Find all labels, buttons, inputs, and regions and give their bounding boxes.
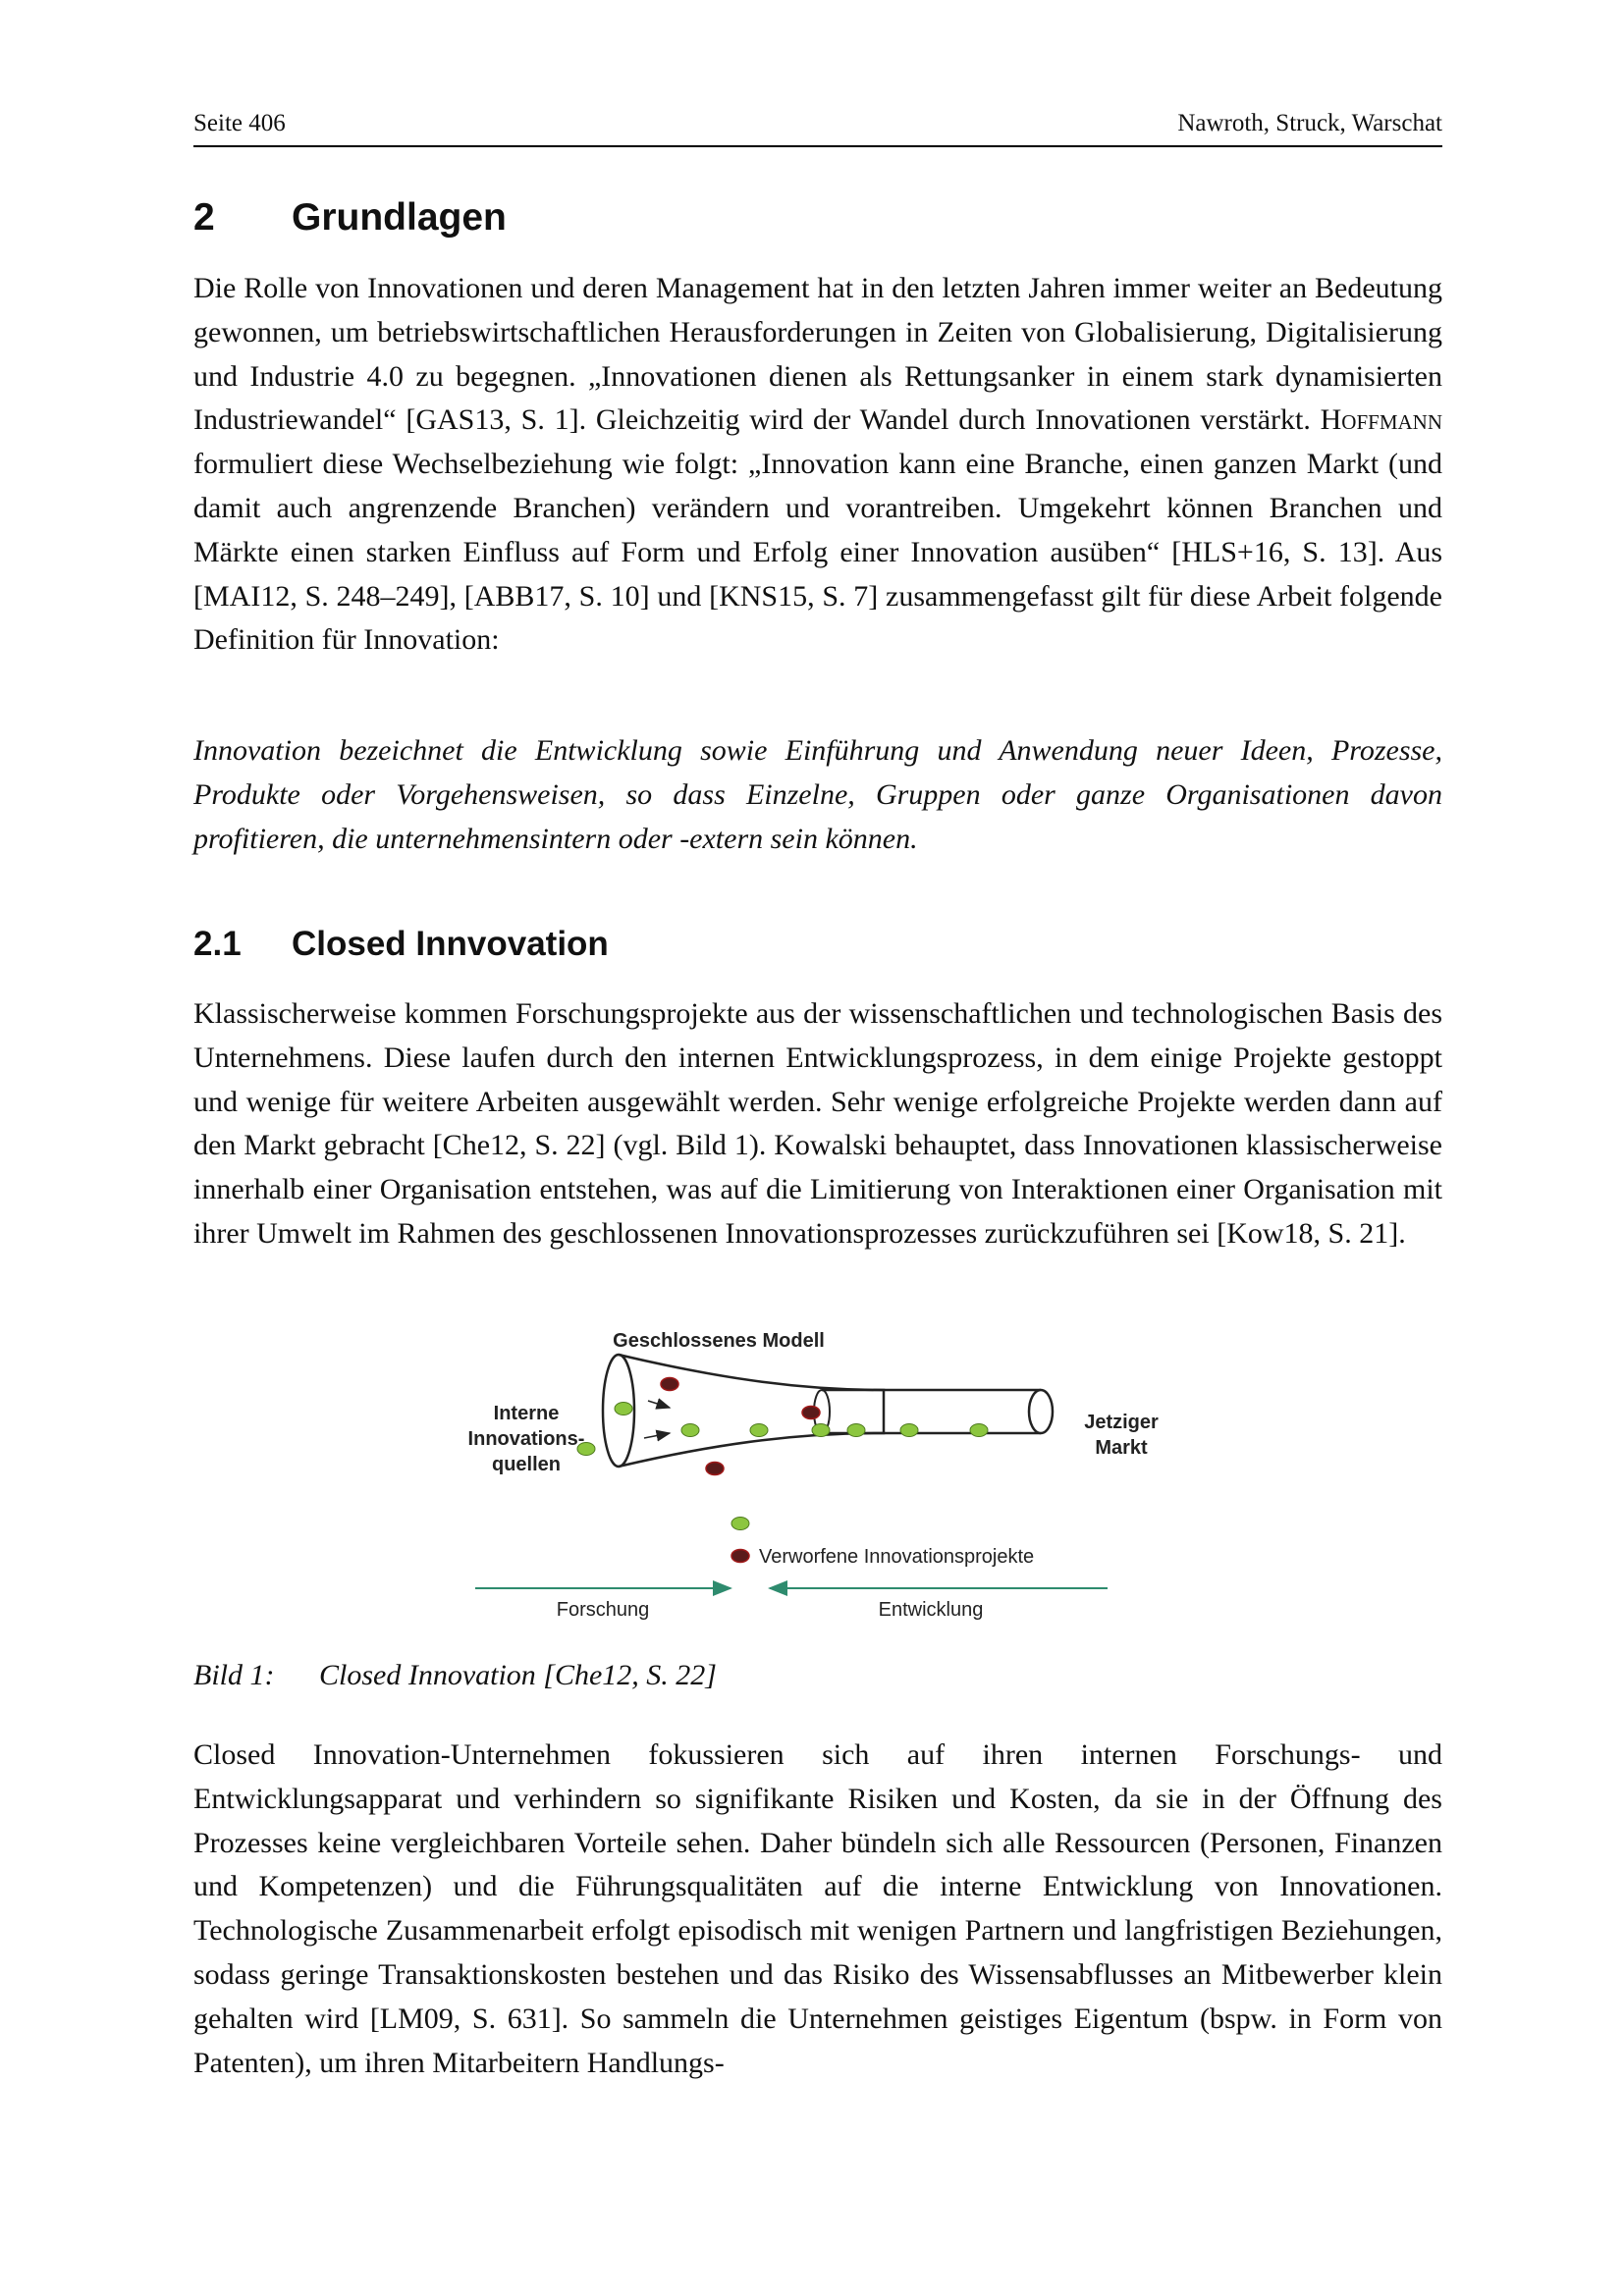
subsection-title: Closed Innvovation <box>292 925 609 963</box>
innovation-definition: Innovation bezeichnet die Entwicklung sowie Einführung und Anwendung neuer Ideen, Prozesse, Produkte oder Vorgehensweisen, so dass Einzelne, Gruppen oder ganze Organisationen davon profitieren, die unternehmensintern oder -extern sein können. <box>193 734 1442 855</box>
subsection-heading <box>193 925 609 964</box>
section-heading <box>193 196 507 240</box>
figure-title: Geschlossenes Modell <box>613 1330 825 1352</box>
innovation-project-dot <box>900 1424 918 1437</box>
cited-author-name: Hoffmann <box>1320 403 1442 437</box>
intro-text-part1: Die Rolle von Innovationen und deren Management hat in den letzten Jahren immer weiter an Bedeutung gewonnen, um betriebswirtschaftlichen Herausforderungen in Zeiten von Globalisierung, Digitalisierung und Industrie 4.0 zu begegnen. „Innovationen dienen als Rettungsanker in einem stark dynamisierten Industriewandel“ [GAS13, S. 1]. Gleichzeitig wird der Wandel durch Innovationen verstärkt. <box>193 272 1442 437</box>
intro-text-part2: formuliert diese Wechselbeziehung wie folgt: „Innovation kann eine Branche, einen ganzen Markt (und damit auch angrenzende Branchen) verändern und vorantreiben. Umgekehrt können Branchen und Märkte einen starken Einfluss auf Form und Erfolg einer Innovation ausüben“ [HLS+16, S. 13]. Aus [MAI12, S. 248–249], [ABB17, S. 10] und [KNS15, S. 7] zusammengefasst gilt für diese Arbeit folgende Definition für Innovation: <box>193 448 1442 657</box>
innovation-project-dot <box>847 1424 865 1437</box>
innovation-project-dot <box>615 1403 632 1415</box>
rejected-project-dot <box>802 1407 820 1419</box>
running-header <box>193 110 1442 147</box>
closing-paragraph: Closed Innovation-Unternehmen fokussieren sich auf ihren internen Forschungs- und Entwicklungsapparat und verhindern so signifikante Risiken und Kosten, da sie in der Öffnung des Prozesses keine vergleichbaren Vorteile sehen. Daher bündeln sich alle Ressourcen (Personen, Finanzen und Kompetenzen) und die Führungsqualitäten auf die interne Entwicklung von Innovationen. Technologische Zusammenarbeit erfolgt episodisch mit wenigen Partnern und langfristigen Beziehungen, sodass geringe Transaktionskosten bestehen und das Risiko des Wissensabflusses an Mitbewerber klein gehalten wird [LM09, S. 631]. So sammeln die Unternehmen geistiges Eigentum (bspw. in Form von Patenten), um ihren Mitarbeitern Handlungs- <box>193 1738 1442 2079</box>
internal-sources-label-line1: Interne <box>493 1403 560 1424</box>
innovation-project-dot <box>812 1424 830 1437</box>
author-names: Nawroth, Struck, Warschat <box>1177 110 1442 136</box>
closed-innovation-figure <box>452 1315 1159 1629</box>
innovation-project-dot <box>731 1518 749 1530</box>
inflow-arrow-upper <box>648 1401 670 1408</box>
rejected-project-dot <box>661 1378 678 1391</box>
legend-rejected-label: Verworfene Innovationsprojekte <box>759 1546 1035 1568</box>
section-number: 2 <box>193 196 215 239</box>
section-title: Grundlagen <box>292 196 507 239</box>
innovation-project-dot <box>681 1424 699 1437</box>
caption-label: Bild 1: <box>193 1659 275 1691</box>
innovation-project-dot <box>970 1424 988 1437</box>
rejected-project-dot <box>706 1463 724 1475</box>
funnel-diagram <box>452 1315 1159 1629</box>
caption-text: Closed Innovation [Che12, S. 22] <box>319 1659 717 1691</box>
subsection-number: 2.1 <box>193 925 242 963</box>
inflow-arrow-lower <box>644 1433 670 1438</box>
internal-sources-label-line2: Innovations- <box>467 1428 585 1450</box>
figure-caption <box>193 1659 717 1692</box>
development-label: Entwicklung <box>878 1599 984 1621</box>
page-number-label: Seite 406 <box>193 110 286 136</box>
research-label: Forschung <box>556 1599 650 1621</box>
funnel-outline <box>619 1355 884 1467</box>
closed-innovation-paragraph: Klassischerweise kommen Forschungsprojekte aus der wissenschaftlichen und technologischen Basis des Unternehmens. Diese laufen durch den internen Entwicklungsprozess, in dem einige Projekte gestoppt und wenige für weitere Arbeiten ausgewählt werden. Sehr wenige erfolgreiche Projekte werden dann auf den Markt gebracht [Che12, S. 22] (vgl. Bild 1). Kowalski behauptet, dass Innovationen klassischerweise innerhalb einer Organisation entstehen, was auf die Limitierung von Interaktionen einer Organisation mit ihrer Umwelt im Rahmen des geschlossenen Innovationsprozesses zurückzuführen sei [Kow18, S. 21]. <box>193 997 1442 1250</box>
legend-rejected-dot <box>731 1550 749 1563</box>
market-outlet <box>1029 1390 1053 1433</box>
intro-paragraph <box>193 267 1442 663</box>
current-market-label-line1: Jetziger <box>1084 1412 1159 1433</box>
innovation-project-dot <box>750 1424 768 1437</box>
internal-sources-label-line3: quellen <box>491 1454 562 1475</box>
current-market-label-line2: Markt <box>1095 1437 1148 1459</box>
